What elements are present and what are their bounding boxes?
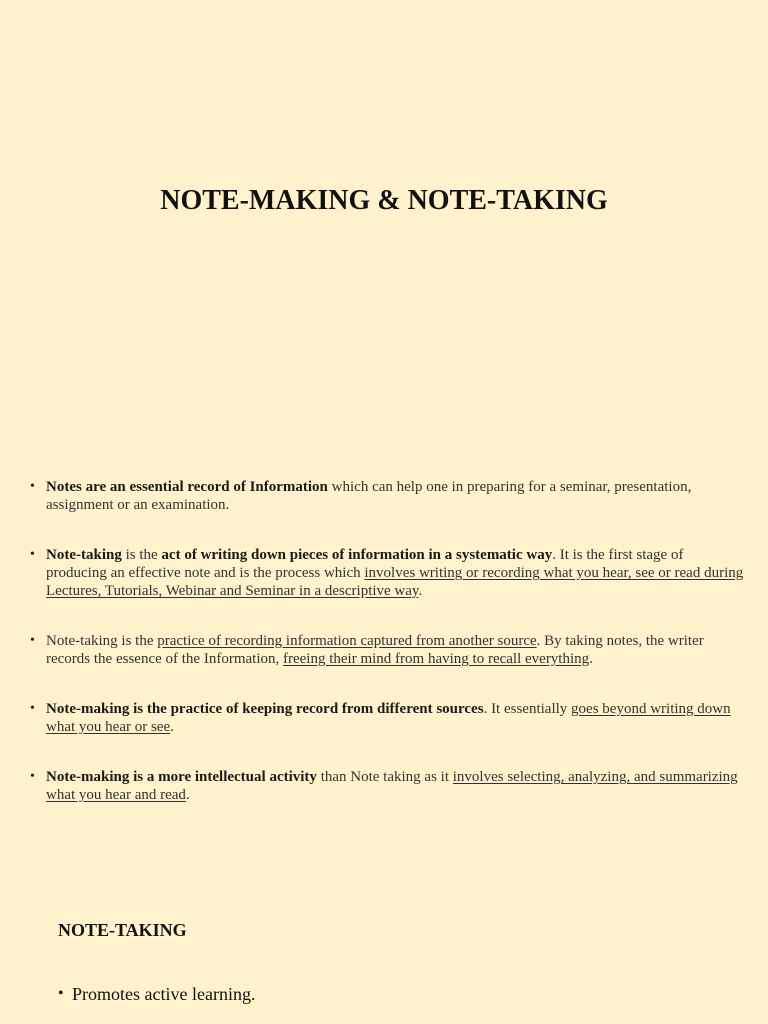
body-text: than Note taking as it	[316, 769, 453, 785]
bold-text: Note-taking	[46, 547, 122, 563]
list-item-text: Promotes active learning.	[72, 984, 256, 1004]
body-text: . By taking notes, the writer records the essence of the Information,	[46, 633, 704, 667]
body-text: .	[170, 719, 174, 735]
underlined-text: goes beyond writing down what you hear or see	[46, 701, 731, 735]
underlined-text: freeing their mind from having to recall everything	[283, 651, 590, 667]
bullet-icon: •	[30, 479, 35, 494]
body-text: .	[418, 583, 423, 599]
bullet-icon: •	[30, 701, 35, 716]
list-item	[30, 546, 746, 600]
list-item	[30, 632, 746, 668]
bold-text: Note-making is a more intellectual activity	[46, 769, 317, 785]
page-title: NOTE-MAKING & NOTE-TAKING	[160, 185, 608, 216]
body-text: .	[589, 651, 593, 667]
list-item	[30, 478, 746, 514]
bullet-icon: •	[58, 985, 64, 1002]
underlined-text: involves writing or recording what you hear, see or read during Lectures, Tutorials, Webinar and Seminar in a descriptive way	[46, 565, 744, 599]
bold-text: act of writing down pieces of information in a systematic way	[161, 547, 553, 563]
body-text: is the	[121, 547, 162, 563]
section-heading: NOTE-TAKING	[58, 920, 187, 940]
bold-text: Note-making is the practice of keeping record from different sources	[46, 701, 484, 717]
body-text: . It is the first stage of producing an effective note and is the process which	[46, 547, 684, 581]
bullet-icon: •	[30, 769, 35, 784]
body-text: .	[185, 787, 190, 803]
bold-text: Notes are an essential record of Information	[46, 479, 328, 495]
list-item	[58, 983, 255, 1005]
list-item	[30, 768, 746, 804]
body-text: Note-taking is the	[46, 633, 158, 649]
bullet-list	[30, 478, 746, 836]
body-text: which can help one in preparing for a seminar, presentation, assignment or an examination.	[46, 479, 692, 513]
bullet-icon: •	[30, 547, 35, 562]
body-text: . It essentially	[483, 701, 572, 717]
section-list	[58, 983, 255, 1005]
underlined-text: involves selecting, analyzing, and summarizing what you hear and read	[46, 769, 738, 803]
underlined-text: practice of recording information captured from another source	[157, 633, 537, 649]
bullet-icon: •	[30, 633, 35, 648]
list-item	[30, 700, 746, 736]
